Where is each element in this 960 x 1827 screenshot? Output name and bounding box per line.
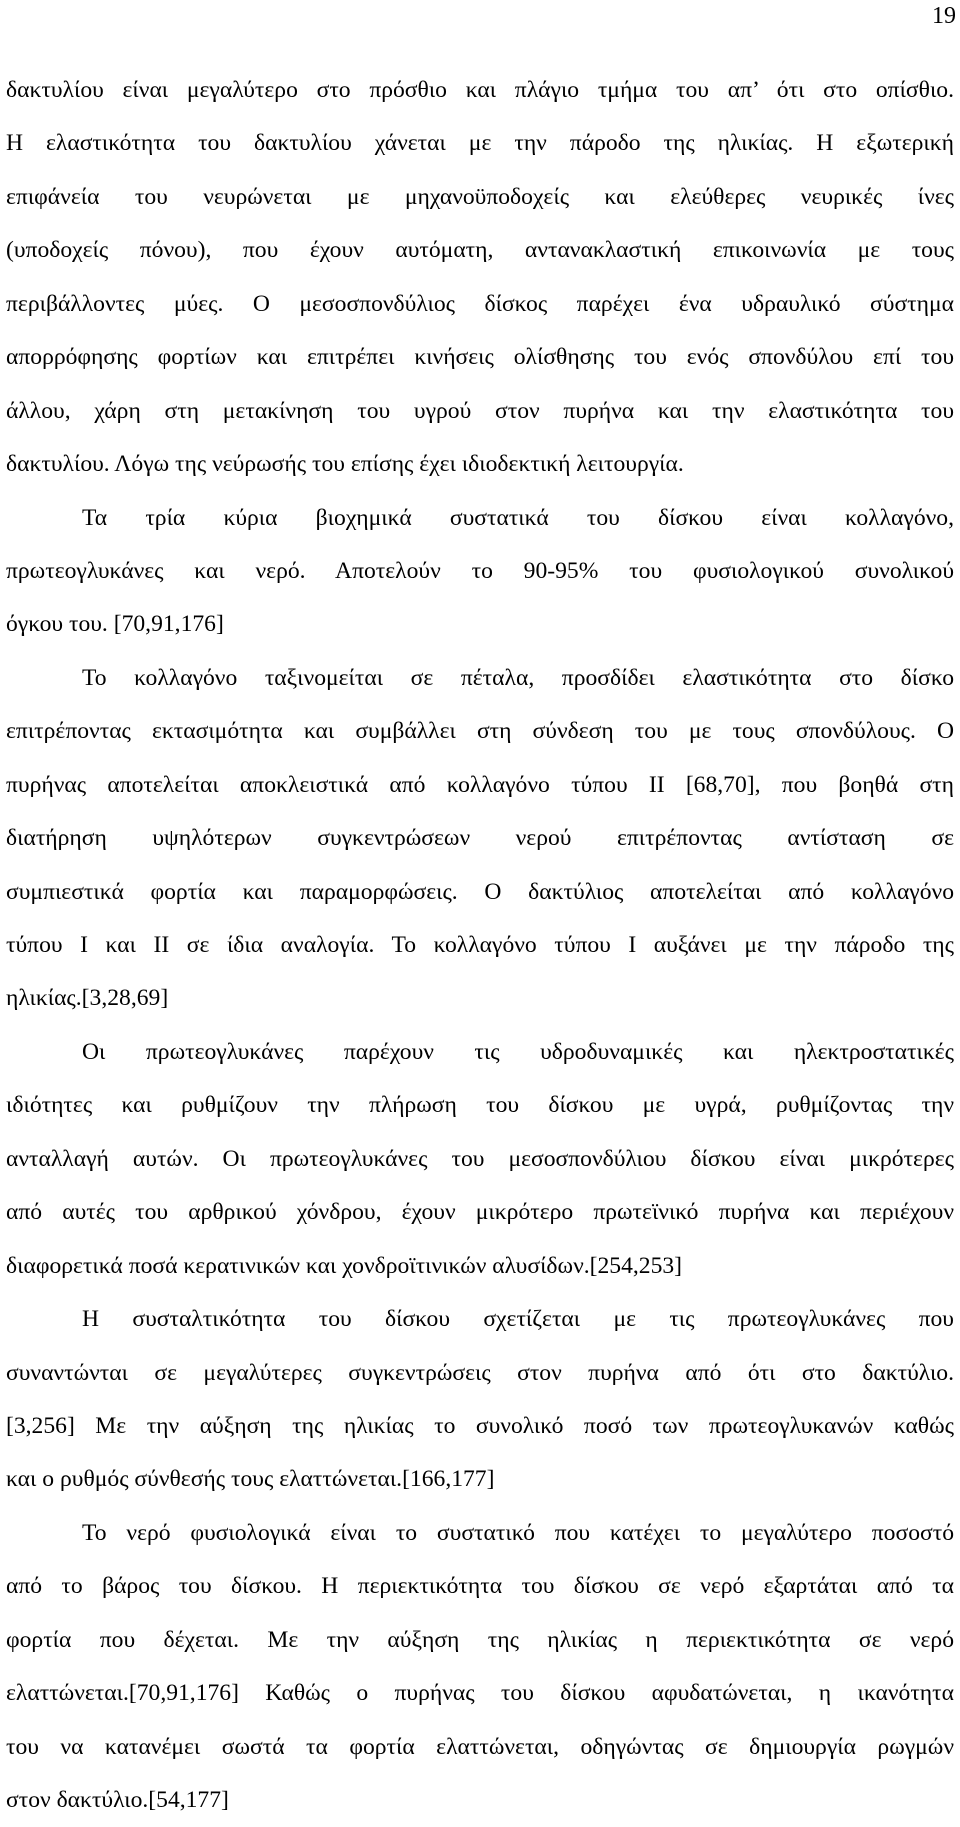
text-line: Τα τρία κύρια βιοχημικά συστατικά του δίσκου είναι κολλαγόνο, xyxy=(82,504,954,531)
text-line: ηλικίας.[3,28,69] xyxy=(6,985,169,1012)
text-line: [3,256] Με την αύξηση της ηλικίας το συνολικό ποσό των πρωτεογλυκανών καθώς xyxy=(6,1412,954,1439)
text-line: Οι πρωτεογλυκάνες παρέχουν τις υδροδυναμικές και ηλεκτροστατικές xyxy=(82,1038,954,1065)
document-body xyxy=(6,64,954,1827)
text-line: διαφορετικά ποσά κερατινικών και χονδροϊτινικών αλυσίδων.[254,253] xyxy=(6,1252,683,1279)
text-line: περιβάλλοντες μύες. Ο μεσοσπονδύλιος δίσκος παρέχει ένα υδραυλικό σύστημα xyxy=(6,290,954,317)
text-line: Το κολλαγόνο ταξινομείται σε πέταλα, προσδίδει ελαστικότητα στο δίσκο xyxy=(82,664,954,691)
text-line: ανταλλαγή αυτών. Οι πρωτεογλυκάνες του μεσοσπονδύλιου δίσκου είναι μικρότερες xyxy=(6,1145,954,1172)
text-line: πρωτεογλυκάνες και νερό. Αποτελούν το 90-95% του φυσιολογικού συνολικού xyxy=(6,557,954,584)
text-line: και ο ρυθμός σύνθεσής τους ελαττώνεται.[166,177] xyxy=(6,1466,495,1493)
text-line: Η συσταλτικότητα του δίσκου σχετίζεται με τις πρωτεογλυκάνες που xyxy=(82,1306,954,1333)
text-line: συμπιεστικά φορτία και παραμορφώσεις. Ο δακτύλιος αποτελείται από κολλαγόνο xyxy=(6,878,954,905)
text-line: από το βάρος του δίσκου. Η περιεκτικότητα του δίσκου σε νερό εξαρτάται από τα xyxy=(6,1573,954,1600)
text-line: επιτρέποντας εκτασιμότητα και συμβάλλει στη σύνδεση του με τους σπονδύλους. Ο xyxy=(6,718,954,745)
text-line: Η ελαστικότητα του δακτυλίου χάνεται με την πάροδο της ηλικίας. Η εξωτερική xyxy=(6,130,954,157)
text-line: άλλου, χάρη στη μετακίνηση του υγρού στον πυρήνα και την ελαστικότητα του xyxy=(6,397,954,424)
text-line: δακτυλίου είναι μεγαλύτερο στο πρόσθιο και πλάγιο τμήμα του απ’ ότι στο οπίσθιο. xyxy=(6,77,954,103)
text-line: επιφάνεία του νευρώνεται με μηχανοϋποδοχείς και ελεύθερες νευρικές ίνες xyxy=(6,183,954,210)
text-line: πυρήνας αποτελείται αποκλειστικά από κολλαγόνο τύπου ΙΙ [68,70], που βοηθά στη xyxy=(6,771,954,798)
text-line: από αυτές του αρθρικού χόνδρου, έχουν μικρότερο πρωτεϊνικό πυρήνα και περιέχουν xyxy=(6,1199,954,1226)
text-line: όγκου του. [70,91,176] xyxy=(6,611,224,638)
text-line: φορτία που δέχεται. Με την αύξηση της ηλικίας η περιεκτικότητα σε νερό xyxy=(6,1626,954,1653)
text-line: ιδιότητες και ρυθμίζουν την πλήρωση του δίσκου με υγρά, ρυθμίζοντας την xyxy=(6,1092,954,1119)
text-line: (υποδοχείς πόνου), που έχουν αυτόματη, αντανακλαστική επικοινωνία με τους xyxy=(6,237,954,264)
page-number: 19 xyxy=(932,3,956,29)
text-line: συναντώνται σε μεγαλύτερες συγκεντρώσεις στον πυρήνα από ότι στο δακτύλιο. xyxy=(6,1359,954,1386)
text-line: τύπου Ι και ΙΙ σε ίδια αναλογία. Το κολλαγόνο τύπου Ι αυξάνει με την πάροδο της xyxy=(6,932,954,958)
text-line: απορρόφησης φορτίων και επιτρέπει κινήσεις ολίσθησης του ενός σπονδύλου επί του xyxy=(6,344,954,371)
text-line: ελαττώνεται.[70,91,176] Καθώς ο πυρήνας του δίσκου αφυδατώνεται, η ικανότητα xyxy=(6,1680,954,1707)
text-line: του να κατανέμει σωστά τα φορτία ελαττώνεται, οδηγώντας σε δημιουργία ρωγμών xyxy=(6,1733,954,1760)
text-line: δακτυλίου. Λόγω της νεύρωσής του επίσης έχει ιδιοδεκτική λειτουργία. xyxy=(6,451,684,478)
text-line: Το νερό φυσιολογικά είναι το συστατικό που κατέχει το μεγαλύτερο ποσοστό xyxy=(82,1519,954,1546)
text-line: διατήρηση υψηλότερων συγκεντρώσεων νερού επιτρέποντας αντίσταση σε xyxy=(6,825,954,852)
text-line: στον δακτύλιο.[54,177] xyxy=(6,1787,229,1813)
